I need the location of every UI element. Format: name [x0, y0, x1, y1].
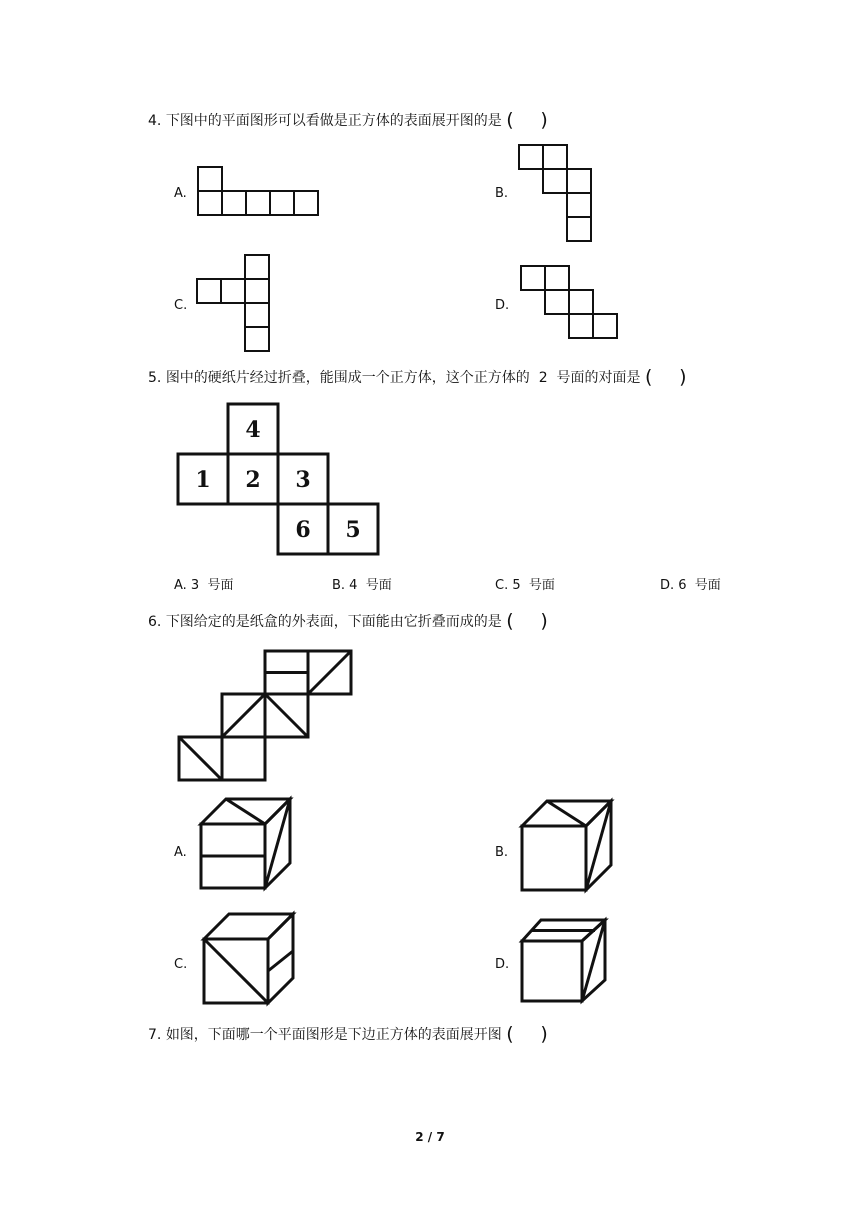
q6-option-d-cube — [519, 917, 611, 1005]
answer-paren-open: ( — [506, 610, 514, 632]
face-label-5: 5 — [345, 517, 361, 543]
face-label-1: 1 — [195, 467, 211, 493]
q4-option-a-net — [195, 164, 325, 219]
question-number: 4. — [148, 113, 162, 129]
question-4 — [148, 109, 548, 131]
question-number: 6. — [148, 614, 162, 630]
q5-option-a: A. 3 号面 — [174, 578, 234, 593]
answer-paren-close: ) — [540, 109, 548, 131]
answer-paren-close: ) — [679, 366, 687, 388]
q6-option-b-cube — [519, 798, 619, 896]
face-label-2: 2 — [245, 467, 261, 493]
q4-option-a-label: A. — [174, 186, 187, 201]
q5-option-b: B. 4 号面 — [332, 578, 392, 593]
question-number: 5. — [148, 370, 162, 386]
question-5 — [148, 366, 687, 388]
question-7 — [148, 1023, 548, 1045]
face-label-6: 6 — [295, 517, 311, 543]
q6-option-a-cube — [198, 796, 298, 892]
question-text: 如图，下面哪一个平面图形是下边正方体的表面展开图 — [165, 1027, 502, 1043]
question-text: 图中的硬纸片经过折叠，能围成一个正方体，这个正方体的 2 号面的对面是 — [165, 370, 641, 386]
face-label-3: 3 — [295, 467, 311, 493]
q5-option-c: C. 5 号面 — [495, 578, 555, 593]
q6-option-c-cube — [201, 911, 301, 1009]
question-text: 下图中的平面图形可以看做是正方体的表面展开图的是 — [165, 113, 502, 129]
q4-option-d-net — [518, 263, 622, 341]
q4-option-c-label: C. — [174, 298, 188, 313]
q6-option-a-label: A. — [174, 845, 187, 860]
question-6 — [148, 610, 548, 632]
face-label-4: 4 — [245, 417, 261, 443]
q4-option-b-net — [516, 142, 596, 244]
q6-box-net — [176, 649, 356, 785]
q4-option-b-label: B. — [495, 186, 509, 201]
q6-option-b-label: B. — [495, 845, 509, 860]
answer-paren-open: ( — [506, 1023, 514, 1045]
answer-paren-open: ( — [506, 109, 514, 131]
q4-option-c-net — [194, 252, 274, 354]
q5-option-d: D. 6 号面 — [660, 578, 721, 593]
page-number: 2 / 7 — [415, 1130, 445, 1144]
question-number: 7. — [148, 1027, 162, 1043]
q4-option-d-label: D. — [495, 298, 510, 313]
answer-paren-close: ) — [540, 1023, 548, 1045]
question-text: 下图给定的是纸盒的外表面，下面能由它折叠而成的是 — [165, 614, 502, 630]
answer-paren-close: ) — [540, 610, 548, 632]
q6-option-d-label: D. — [495, 957, 510, 972]
q6-option-c-label: C. — [174, 957, 188, 972]
answer-paren-open: ( — [644, 366, 653, 388]
q5-cube-net — [175, 401, 385, 561]
